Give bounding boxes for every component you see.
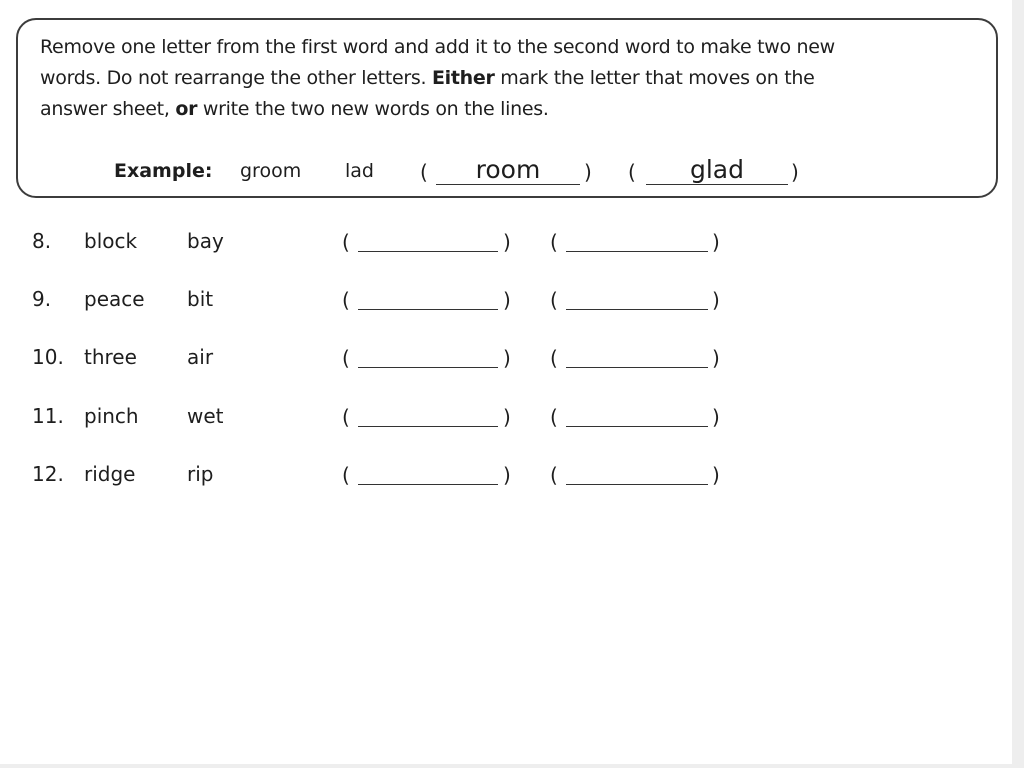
instructions-line-3a: answer sheet, (40, 98, 176, 120)
instructions-line-3b: write the two new words on the lines. (197, 98, 549, 120)
open-paren-2: ( (550, 346, 558, 370)
example-open-paren-1: ( (420, 160, 428, 184)
answer-line-2[interactable] (566, 287, 708, 310)
question-row (0, 284, 760, 316)
instructions-line-2b: mark the letter that moves on the (494, 67, 815, 89)
answer-line-1[interactable] (358, 229, 498, 252)
question-word-1: pinch (84, 404, 139, 428)
answer-line-1[interactable] (358, 287, 498, 310)
answer-line-2[interactable] (566, 404, 708, 427)
close-paren-2: ) (712, 405, 720, 429)
instruction-box (16, 18, 998, 198)
instructions-line-2a: words. Do not rearrange the other letters. (40, 67, 432, 89)
example-row (114, 156, 914, 190)
question-word-2: rip (187, 462, 214, 486)
page-edge-bottom (0, 764, 1012, 768)
answer-line-2[interactable] (566, 462, 708, 485)
close-paren-2: ) (712, 346, 720, 370)
answer-line-2[interactable] (566, 345, 708, 368)
close-paren-1: ) (503, 346, 511, 370)
open-paren-1: ( (342, 230, 350, 254)
close-paren-1: ) (503, 405, 511, 429)
question-word-1: three (84, 345, 137, 369)
question-row (0, 459, 760, 491)
open-paren-1: ( (342, 463, 350, 487)
page-edge-right (1012, 0, 1024, 768)
example-answer-1: room (436, 156, 580, 185)
question-row (0, 342, 760, 374)
open-paren-2: ( (550, 463, 558, 487)
open-paren-2: ( (550, 230, 558, 254)
close-paren-2: ) (712, 230, 720, 254)
answer-line-2[interactable] (566, 229, 708, 252)
instructions-line-1: Remove one letter from the first word and add it to the second word to make two new (40, 36, 835, 58)
question-number: 10. (32, 345, 64, 369)
question-number: 9. (32, 287, 52, 311)
close-paren-1: ) (503, 230, 511, 254)
answer-line-1[interactable] (358, 345, 498, 368)
question-word-1: ridge (84, 462, 136, 486)
close-paren-1: ) (503, 463, 511, 487)
example-word-2: lad (345, 160, 374, 182)
close-paren-2: ) (712, 463, 720, 487)
example-answer-2: glad (646, 156, 788, 185)
instructions-either: Either (431, 67, 495, 89)
open-paren-2: ( (550, 288, 558, 312)
example-label: Example: (114, 160, 213, 182)
close-paren-2: ) (712, 288, 720, 312)
example-word-1: groom (240, 160, 302, 182)
question-number: 11. (32, 404, 64, 428)
example-close-paren-2: ) (791, 160, 799, 184)
open-paren-1: ( (342, 346, 350, 370)
open-paren-2: ( (550, 405, 558, 429)
question-word-2: wet (187, 404, 224, 428)
question-word-1: peace (84, 287, 145, 311)
instructions-text (40, 32, 960, 125)
question-word-2: bay (187, 229, 224, 253)
example-open-paren-2: ( (628, 160, 636, 184)
instructions-or: or (175, 98, 198, 120)
question-number: 12. (32, 462, 64, 486)
open-paren-1: ( (342, 405, 350, 429)
question-word-2: air (187, 345, 214, 369)
answer-line-1[interactable] (358, 462, 498, 485)
answer-line-1[interactable] (358, 404, 498, 427)
question-row (0, 226, 760, 258)
open-paren-1: ( (342, 288, 350, 312)
example-close-paren-1: ) (584, 160, 592, 184)
question-word-2: bit (187, 287, 214, 311)
question-word-1: block (84, 229, 138, 253)
question-row (0, 401, 760, 433)
question-number: 8. (32, 229, 52, 253)
close-paren-1: ) (503, 288, 511, 312)
